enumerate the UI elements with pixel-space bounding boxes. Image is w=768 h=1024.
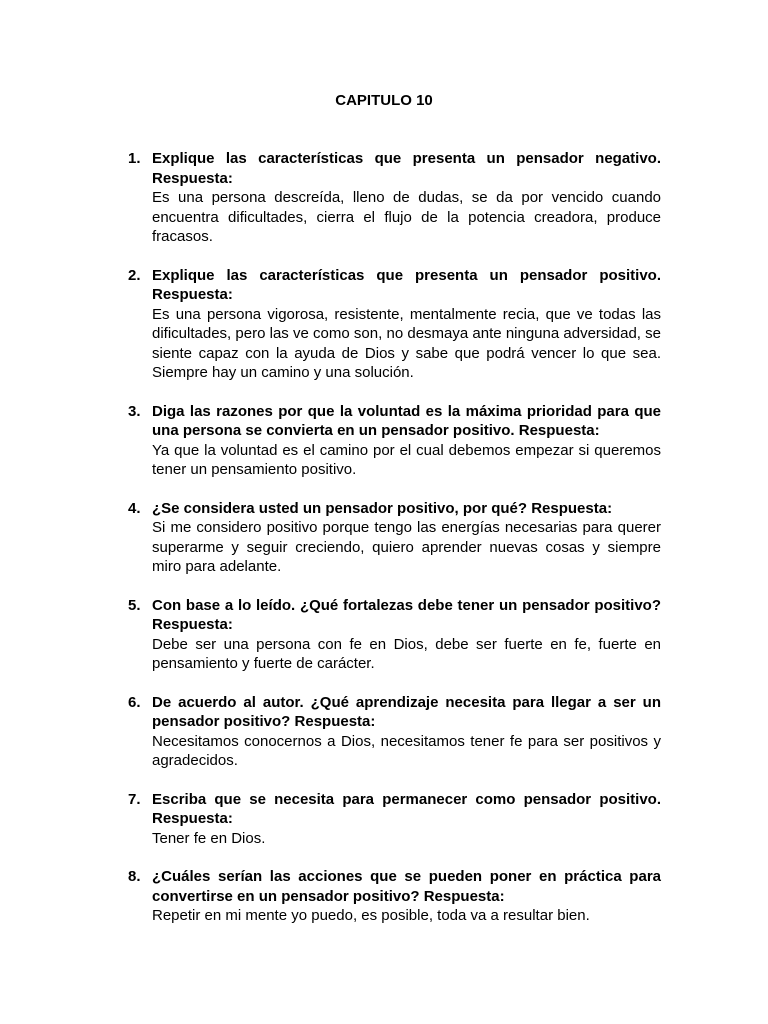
question-item xyxy=(122,596,661,674)
question-text: ¿Cuáles serían las acciones que se pueden poner en práctica para convertirse en un pensador positivo? Respuesta: xyxy=(152,868,661,905)
question-item xyxy=(122,693,661,771)
question-item xyxy=(122,790,661,849)
question-number: 8. xyxy=(128,868,141,885)
answer-text: Necesitamos conocernos a Dios, necesitamos tener fe para ser positivos y agradecidos. xyxy=(152,732,661,769)
question-number: 2. xyxy=(128,266,141,284)
question-number: 7. xyxy=(128,790,141,808)
question-number: 3. xyxy=(128,402,141,420)
answer-text: Es una persona vigorosa, resistente, mentalmente recia, que ve todas las dificultades, pero las ve como son, no desmaya ante ninguna adversidad, se siente capaz con la ayuda de Dios y sabe que podrá vencer lo que sea. Siempre hay un camino y una solución. xyxy=(152,305,661,381)
answer-text: Repetir en mi mente yo puedo, es posible, toda va a resultar bien. xyxy=(152,907,590,924)
question-text: Explique las características que presenta un pensador negativo. Respuesta: xyxy=(152,150,661,187)
question-item xyxy=(122,402,661,480)
question-number: 4. xyxy=(128,499,141,517)
question-text: Escriba que se necesita para permanecer como pensador positivo. Respuesta: xyxy=(152,790,661,827)
question-text: Con base a lo leído. ¿Qué fortalezas debe tener un pensador positivo? Respuesta: xyxy=(152,596,661,633)
chapter-title: CAPITULO 10 xyxy=(335,92,433,109)
question-list xyxy=(122,149,661,945)
answer-text: Ya que la voluntad es el camino por el cual debemos empezar si queremos tener un pensamiento positivo. xyxy=(152,441,661,478)
question-item xyxy=(122,499,661,577)
question-text: Diga las razones por que la voluntad es la máxima prioridad para que una persona se convierta en un pensador positivo. Respuesta: xyxy=(152,402,661,439)
answer-text: Tener fe en Dios. xyxy=(152,829,266,847)
answer-text: Debe ser una persona con fe en Dios, debe ser fuerte en fe, fuerte en pensamiento y fuerte de carácter. xyxy=(152,635,661,672)
question-number: 5. xyxy=(128,596,141,614)
answer-text: Es una persona descreída, lleno de dudas, se da por vencido cuando encuentra dificultades, cierra el flujo de la potencia creadora, produce fracasos. xyxy=(152,189,661,245)
question-text: Explique las características que presenta un pensador positivo. Respuesta: xyxy=(152,266,661,303)
answer-text: Si me considero positivo porque tengo las energías necesarias para querer superarme y seguir creciendo, quiero aprender nuevas cosas y siempre miro para adelante. xyxy=(152,519,661,575)
question-item xyxy=(122,149,661,247)
question-item xyxy=(122,266,661,383)
question-text: De acuerdo al autor. ¿Qué aprendizaje necesita para llegar a ser un pensador positivo? Respuesta: xyxy=(152,693,661,730)
question-number: 6. xyxy=(128,693,141,711)
question-number: 1. xyxy=(128,150,141,167)
question-text: ¿Se considera usted un pensador positivo, por qué? Respuesta: xyxy=(152,499,613,517)
question-item xyxy=(122,867,661,926)
